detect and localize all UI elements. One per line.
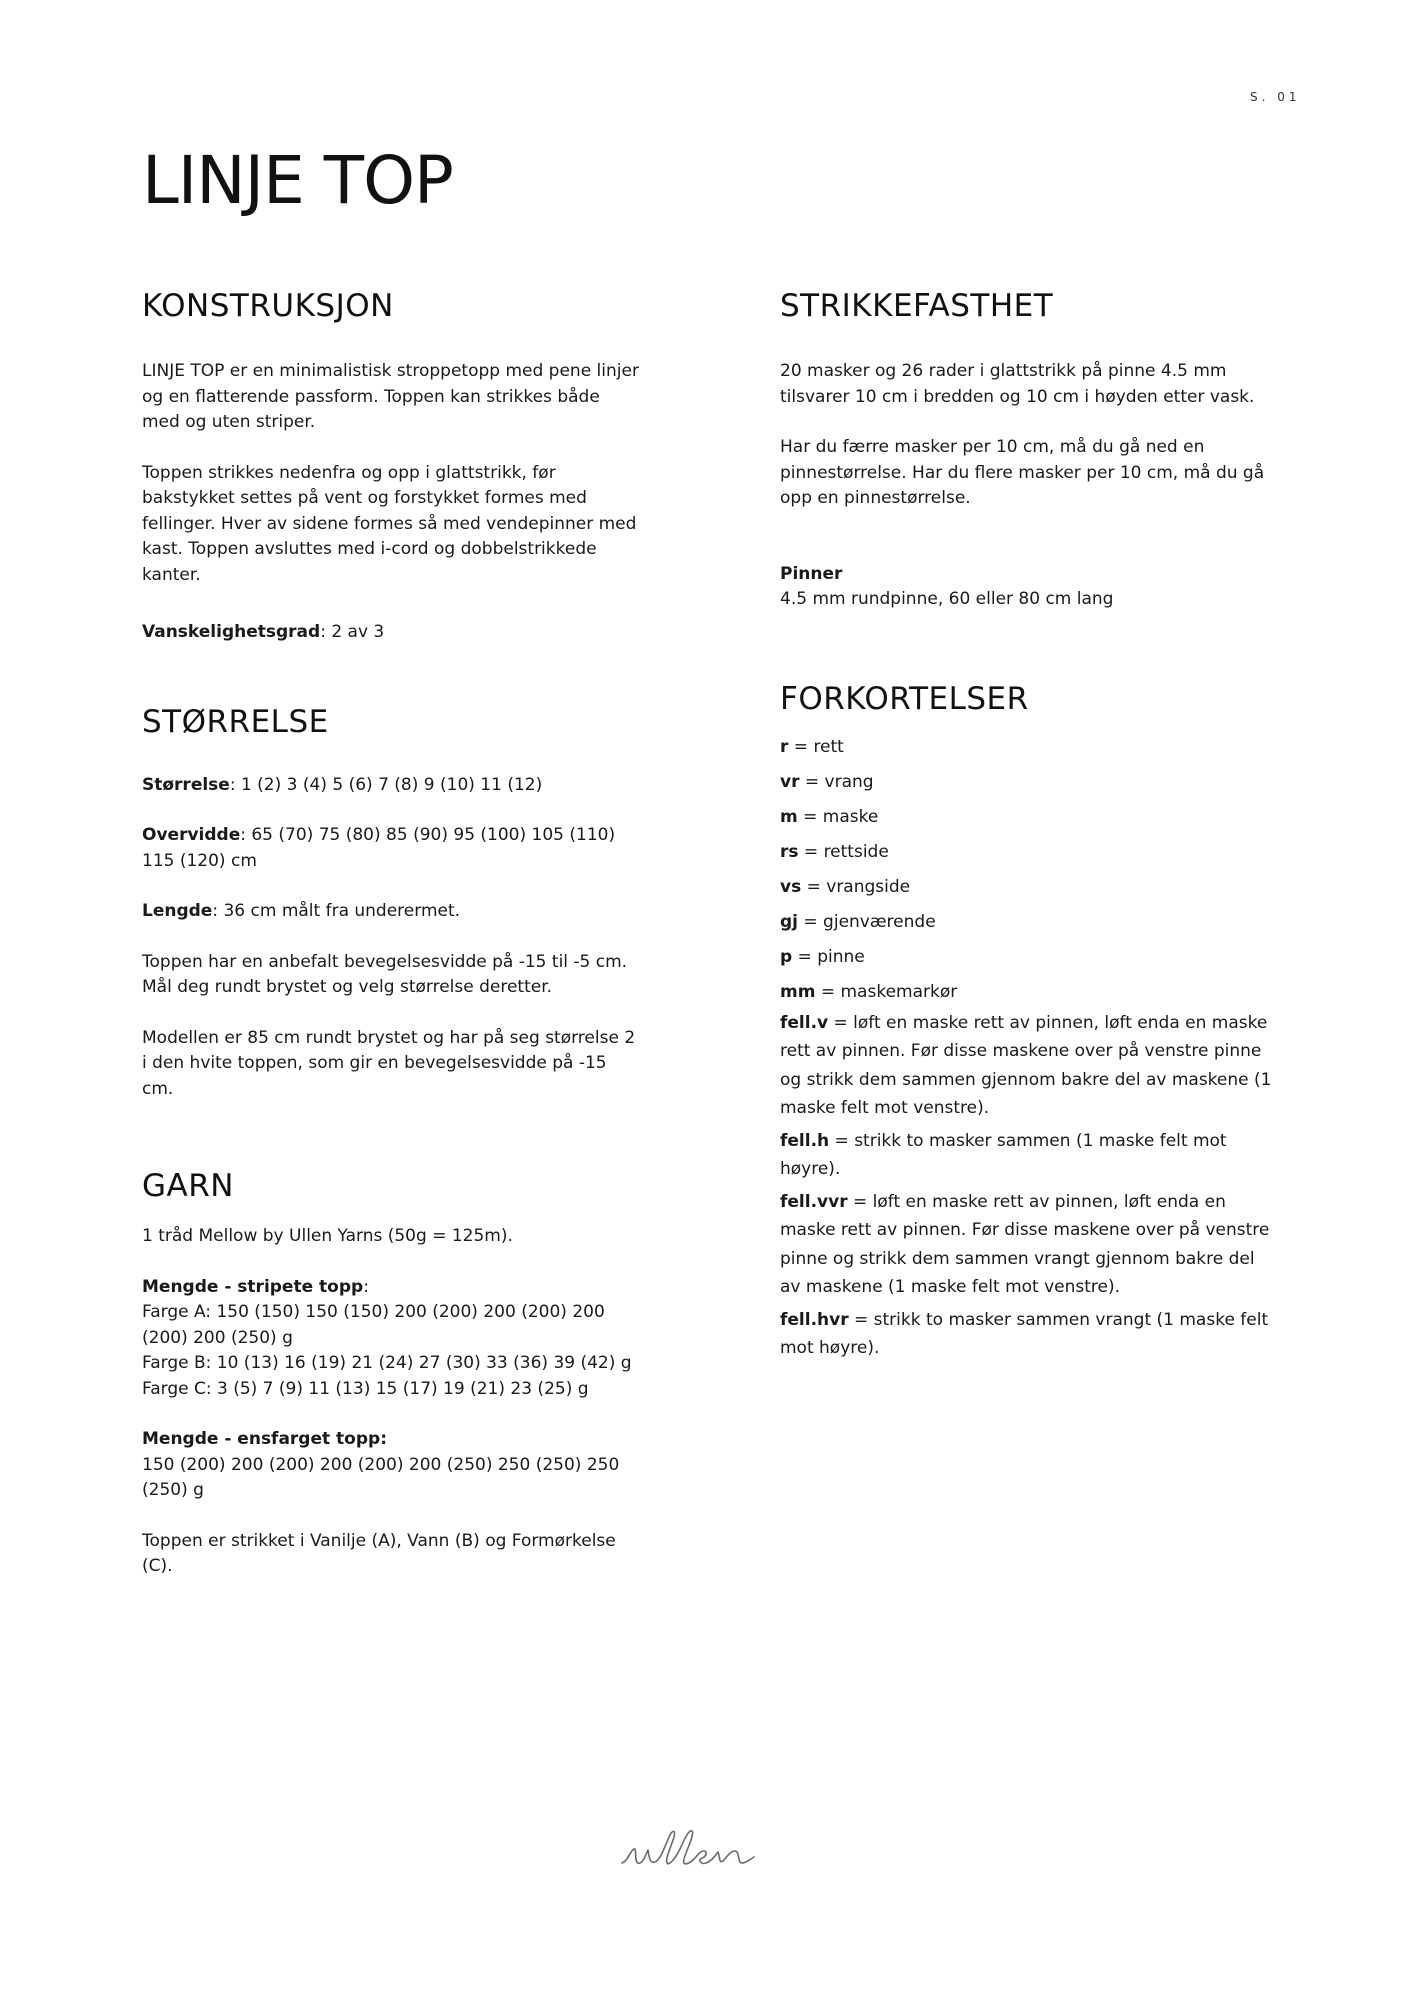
konstruksjon-method: Toppen strikkes nedenfra og opp i glattstrikk, før bakstykket settes på vent og forstykket formes med fellinger. Hver av sidene formes så med vendepinner med kast. Toppen avsluttes med i-cord og dobbelstrikkede kanter. [142,462,637,585]
abbr-desc: = pinne [792,946,865,967]
abbreviation-list [780,733,1280,1363]
forkortelser-section [780,681,1280,1363]
size-value: : 1 (2) 3 (4) 5 (6) 7 (8) 9 (10) 11 (12) [229,774,543,795]
abbr-desc: = løft en maske rett av pinnen, løft enda en maske rett av pinnen. Før disse maskene over på venstre pinne og strikk dem sammen vrangt gjennom bakre del av maskene (1 maske felt mot venstre). [780,1191,1270,1297]
size-line [142,773,642,799]
abbr-desc: = løft en maske rett av pinnen, løft enda en maske rett av pinnen. Før disse maskene over på venstre pinne og strikk dem sammen gjennom bakre del av maskene (1 maske felt mot venstre). [780,1012,1272,1118]
abbr-term: p [780,946,793,967]
ullen-logo [620,1825,795,1875]
abbr-term: gj [780,911,798,932]
solid-label: Mengde - ensfarget topp: [142,1429,387,1449]
abbr-desc: = maske [797,806,879,827]
abbr-desc: = maskemarkør [815,981,958,1002]
list-item [780,768,1280,797]
abbr-desc: = rett [788,736,844,757]
strikkefasthet-section [780,288,1280,613]
abbr-term: mm [780,981,816,1002]
right-column [780,288,1280,1363]
farge-b: Farge B: 10 (13) 16 (19) 21 (24) 27 (30) 33 (36) 39 (42) g [142,1353,632,1373]
difficulty-label: Vanskelighetsgrad [142,622,321,642]
striped-colon: : [363,1276,369,1297]
gauge-line: 20 masker og 26 rader i glattstrikk på pinne 4.5 mm tilsvarer 10 cm i bredden og 10 cm i høyden etter vask. [780,361,1255,407]
needles [780,562,1280,613]
needles-label: Pinner [780,563,843,584]
length-value: : 36 cm målt fra underermet. [212,901,461,921]
ease-note: Toppen har en anbefalt bevegelsesvidde på -15 til -5 cm. Mål deg rundt brystet og velg størrelse deretter. [142,951,628,997]
abbr-term: fell.vvr [780,1191,848,1212]
difficulty-value: : 2 av 3 [320,622,385,642]
model-note: Modellen er 85 cm rundt brystet og har på seg størrelse 2 i den hvite toppen, som gir en bevegelsesvidde på -15 cm. [142,1027,636,1099]
abbr-term: m [780,806,798,827]
width-line [142,823,642,874]
list-item [780,873,1280,902]
size-label: Størrelse [142,774,230,795]
width-label: Overvidde [142,825,241,845]
page-number: S. 01 [1250,90,1301,104]
yarn-line: 1 tråd Mellow by Ullen Yarns (50g = 125m). [142,1226,513,1246]
page-title: LINJE TOP [142,142,453,219]
needles-value: 4.5 mm rundpinne, 60 eller 80 cm lang [780,589,1114,609]
list-item [780,943,1280,972]
garn-heading: GARN [142,1168,234,1204]
abbr-term: vr [780,771,800,792]
difficulty [142,620,642,646]
striped-label: Mengde - stripete topp [142,1276,364,1297]
list-item [780,1127,1280,1184]
forkortelser-heading: FORKORTELSER [780,680,1029,717]
abbr-desc: = vrang [799,771,874,792]
konstruksjon-intro: LINJE TOP er en minimalistisk stroppetopp med pene linjer og en flatterende passform. Toppen kan strikkes både med og uten striper. [142,361,639,432]
list-item [780,803,1280,832]
abbr-desc: = gjenværende [798,911,936,932]
striped-amount [142,1275,642,1403]
garn-section [142,1168,642,1580]
konstruksjon-heading: KONSTRUKSJON [142,288,394,324]
width-value: : 65 (70) 75 (80) 85 (90) 95 (100) 105 (110) 115 (120) cm [142,825,616,871]
colors-note: Toppen er strikket i Vanilje (A), Vann (B) og Formørkelse (C). [142,1530,616,1576]
farge-c: Farge C: 3 (5) 7 (9) 11 (13) 15 (17) 19 (21) 23 (25) g [142,1378,589,1399]
list-item [780,838,1280,867]
solid-amount [142,1427,642,1504]
abbr-term: fell.v [780,1012,829,1033]
list-item [780,978,1280,1007]
gauge-adjust: Har du færre masker per 10 cm, må du gå ned en pinnestørrelse. Har du flere masker per 10 cm, må du gå opp en pinnestørrelse. [780,437,1265,508]
abbr-term: fell.hvr [780,1309,849,1330]
abbr-desc: = strikk to masker sammen vrangt (1 maske felt mot høyre). [780,1309,1269,1358]
abbr-term: rs [780,841,799,862]
solid-value: 150 (200) 200 (200) 200 (200) 200 (250) 250 (250) 250 (250) g [142,1454,620,1500]
abbr-term: fell.h [780,1130,830,1151]
storrelse-section [142,704,642,1103]
strikkefasthet-heading: STRIKKEFASTHET [780,288,1054,324]
left-column [142,288,642,1580]
list-item [780,1188,1280,1302]
storrelse-heading: STØRRELSE [142,703,329,740]
length-line [142,899,642,925]
abbr-term: vs [780,876,802,897]
list-item [780,733,1280,762]
farge-a: Farge A: 150 (150) 150 (150) 200 (200) 200 (200) 200 (200) 200 (250) g [142,1302,605,1348]
abbr-term: r [780,736,789,757]
abbr-desc: = strikk to masker sammen (1 maske felt mot høyre). [780,1130,1227,1179]
list-item [780,908,1280,937]
konstruksjon-section [142,288,642,646]
length-label: Lengde [142,901,213,921]
abbr-desc: = vrangside [801,876,911,897]
list-item [780,1009,1280,1123]
abbr-desc: = rettside [798,841,889,862]
list-item [780,1306,1280,1363]
